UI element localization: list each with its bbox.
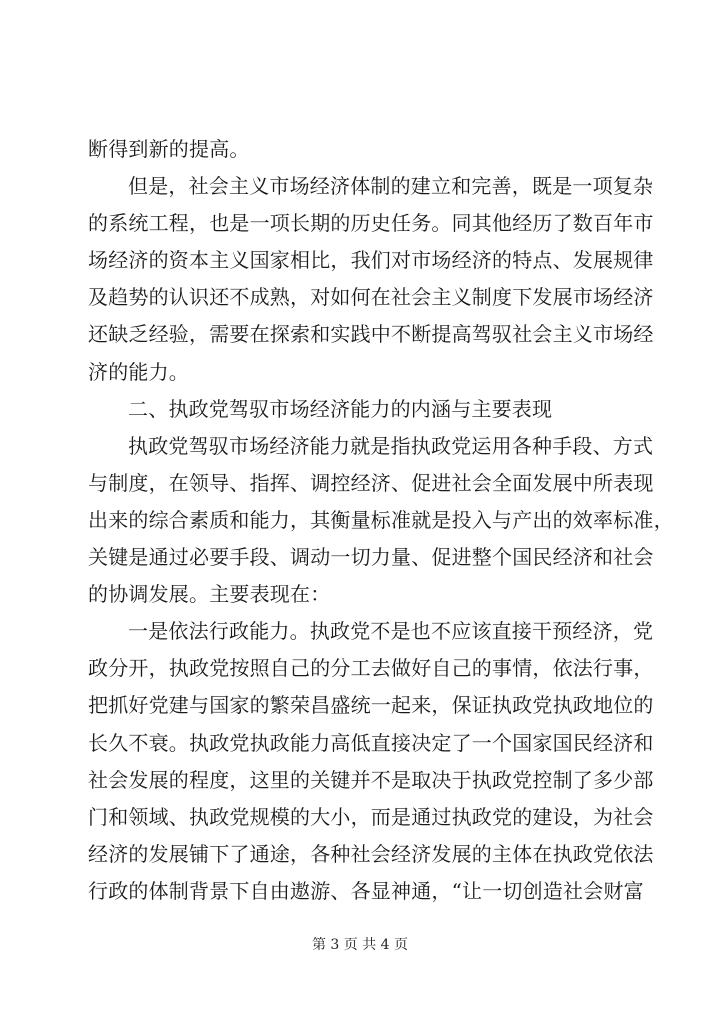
text-line: 执政党驾驭市场经济能力就是指执政党运用各种手段、方式 (128, 433, 654, 458)
text-line: 还缺乏经验，需要在探索和实践中不断提高驾驭社会主义市场经 (88, 322, 654, 347)
text-line: 把抓好党建与国家的繁荣昌盛统一起来，保证执政党执政地位的 (88, 693, 654, 718)
text-line: 社会发展的程度，这里的关键并不是取决于执政党控制了多少部 (88, 767, 654, 792)
text-line: 关键是通过必要手段、调动一切力量、促进整个国民经济和社会 (88, 545, 654, 570)
text-line: 政分开，执政党按照自己的分工去做好自己的事情，依法行事， (88, 656, 654, 681)
text-line: 但是，社会主义市场经济体制的建立和完善，既是一项复杂 (128, 174, 654, 199)
text-line: 场经济的资本主义国家相比，我们对市场经济的特点、发展规律 (88, 248, 654, 273)
text-line: 经济的发展铺下了通途，各种社会经济发展的主体在执政党依法 (88, 841, 654, 866)
section-heading: 二、执政党驾驭市场经济能力的内涵与主要表现 (128, 396, 553, 421)
text-line: 长久不衰。执政党执政能力高低直接决定了一个国家国民经济和 (88, 730, 654, 755)
text-line: 的系统工程，也是一项长期的历史任务。同其他经历了数百年市 (88, 211, 654, 236)
body-text (88, 131, 674, 910)
text-line: 出来的综合素质和能力，其衡量标准就是投入与产出的效率标准， (88, 507, 674, 532)
text-line: 与制度，在领导、指挥、调控经济、促进社会全面发展中所表现 (88, 470, 654, 495)
text-line: 一是依法行政能力。执政党不是也不应该直接干预经济，党 (128, 619, 654, 644)
text-line: 断得到新的提高。 (88, 137, 250, 161)
text-line: 的协调发展。主要表现在： (88, 582, 331, 607)
page-number-footer: 第 3 页 共 4 页 (311, 937, 409, 953)
text-line: 及趋势的认识还不成熟，对如何在社会主义制度下发展市场经济 (88, 285, 654, 310)
text-line: 行政的体制背景下自由遨游、各显神通，“让一切创造社会财富 (88, 878, 644, 903)
text-line: 济的能力。 (88, 359, 189, 384)
text-line: 门和领域、执政党规模的大小，而是通过执政党的建设，为社会 (88, 804, 654, 829)
